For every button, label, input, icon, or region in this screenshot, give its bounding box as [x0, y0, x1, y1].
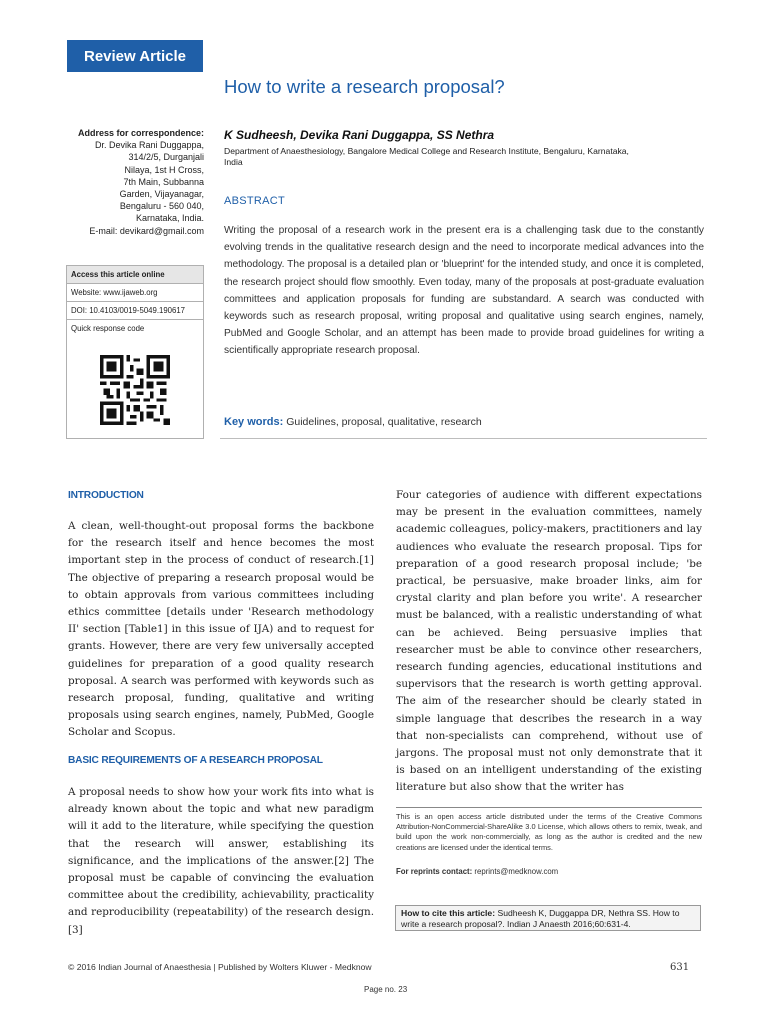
reprints-label: For reprints contact:: [396, 867, 473, 876]
address-line: Bengaluru - 560 040,: [119, 201, 204, 212]
article-title: How to write a research proposal?: [224, 76, 505, 97]
address-line: 314/2/5, Durganjali: [128, 152, 204, 163]
qr-label: Quick response code: [71, 324, 145, 333]
author-list: K Sudheesh, Devika Rani Duggappa, SS Nethra: [224, 128, 495, 142]
article-type-badge: Review Article: [67, 40, 203, 72]
page-number: 631: [670, 962, 690, 973]
cite-label: How to cite this article:: [401, 908, 496, 918]
divider: [220, 438, 707, 439]
address-line: Nilaya, 1st H Cross,: [124, 164, 204, 175]
keywords: [224, 416, 482, 428]
keywords-text: Guidelines, proposal, qualitative, research: [286, 416, 482, 428]
abstract-heading: ABSTRACT: [224, 195, 286, 207]
basic-requirements-text: A proposal needs to show how your work fits into what is already known about the topic and what new paradigm will it add to the literature, while specifying the question that the research will answer, establishing its significance, and the implications of the answer.[2] The proposal must be capable of convincing the evaluation committee about the credibility, achievability, practicality and reproducibility (repeatability) of the research design.[3]: [68, 786, 374, 936]
reprints-email[interactable]: reprints@medknow.com: [474, 867, 559, 876]
address-line: Garden, Vijayanagar,: [119, 189, 204, 200]
address-line: 7th Main, Subbanna: [123, 176, 204, 187]
keywords-label: Key words:: [224, 416, 284, 428]
intro-text: A clean, well-thought-out proposal forms the backbone for the research itself and hence becomes the most important step in the process of conduct of research.[1] The objective of preparing a research proposal would be to obtain approvals from various committees including ethics committee [details under 'Research methodology II' section [Table1] in this issue of IJA) and to request for grants. However, there are very few universally accepted guidelines for preparation of a good quality research proposal. A search was performed with keywords such as research proposal, funding, qualitative and writing proposals using search engines, namely, PubMed, Google Scholar and Scopus.: [68, 520, 374, 739]
website-link[interactable]: Website: www.ijaweb.org: [67, 284, 203, 302]
access-header: Access this article online: [67, 266, 203, 284]
reprints-contact: [396, 867, 558, 876]
qr-code-icon[interactable]: [100, 355, 170, 425]
doi-link[interactable]: DOI: 10.4103/0019-5049.190617: [67, 302, 203, 320]
address-line: Karnataka, India.: [135, 213, 204, 224]
footnote-divider: [396, 807, 702, 808]
basic-requirements-heading: BASIC REQUIREMENTS OF A RESEARCH PROPOSAL: [68, 755, 323, 766]
citation-box: [395, 905, 701, 931]
cite-text: Sudheesh K, Duggappa DR, Nethra SS. How to write a research proposal?. Indian J Anaesth 2016;60:631-4.: [401, 908, 680, 930]
address-line: Dr. Devika Rani Duggappa,: [94, 140, 204, 151]
license-note: This is an open access article distributed under the terms of the Creative Commons Attribution-NonCommercial-ShareAlike 3.0 License, which allows others to remix, tweak, and build upon the work non-commercially, as long as the author is credited and the new creations are licensed under the identical terms.: [396, 812, 702, 852]
right-column-text: Four categories of audience with different expectations may be present in the evaluation committees, namely academic colleagues, policy-makers, practitioners and lay audiences who evaluate the research proposal. Tips for preparation of a good research proposal include; 'be practical, be persuasive, make broader links, aim for crystal clarity and plan before you write'. A researcher must be balanced, with a realistic understanding of what can be achieved. Being persuasive implies that researcher must be able to convince other researchers, research funding agencies, educational institutions and supervisors that the research is worth getting approval. The aim of the researcher should be clearly stated in simple language that describes the research in a way that non-specialists can comprehend, without use of jargons. The proposal must not only demonstrate that it is based on an intelligent understanding of the existing literature but also show that the writer has: [396, 489, 702, 794]
publisher-footer: © 2016 Indian Journal of Anaesthesia | Published by Wolters Kluwer - Medknow: [68, 962, 372, 972]
address-label: Address for correspondence:: [77, 128, 204, 138]
address-email[interactable]: E-mail: devikard@gmail.com: [89, 225, 204, 236]
correspondence-address: [40, 127, 204, 237]
page-no-label: Page no. 23: [364, 985, 408, 994]
abstract-text: Writing the proposal of a research work in the present era is a challenging task due to the constantly evolving trends in the qualitative research design and the need to incorporate medical advances into the methodology. The proposal is a detailed plan or 'blueprint' for the intended study, and once it is completed, the research project should flow smoothly. Even today, many of the proposals at post-graduate evaluation committees and application proposals for funding are substandard. A search was conducted with keywords such as research proposal, writing proposal and qualitative using search engines, namely, PubMed and Google Scholar, and an attempt has been made to provide broad guidelines for writing a scientifically appropriate research proposal.: [224, 225, 704, 357]
intro-heading: INTRODUCTION: [68, 490, 144, 501]
affiliation: Department of Anaesthesiology, Bangalore Medical College and Research Institute, Bengaluru, Karnataka, India: [224, 146, 629, 167]
